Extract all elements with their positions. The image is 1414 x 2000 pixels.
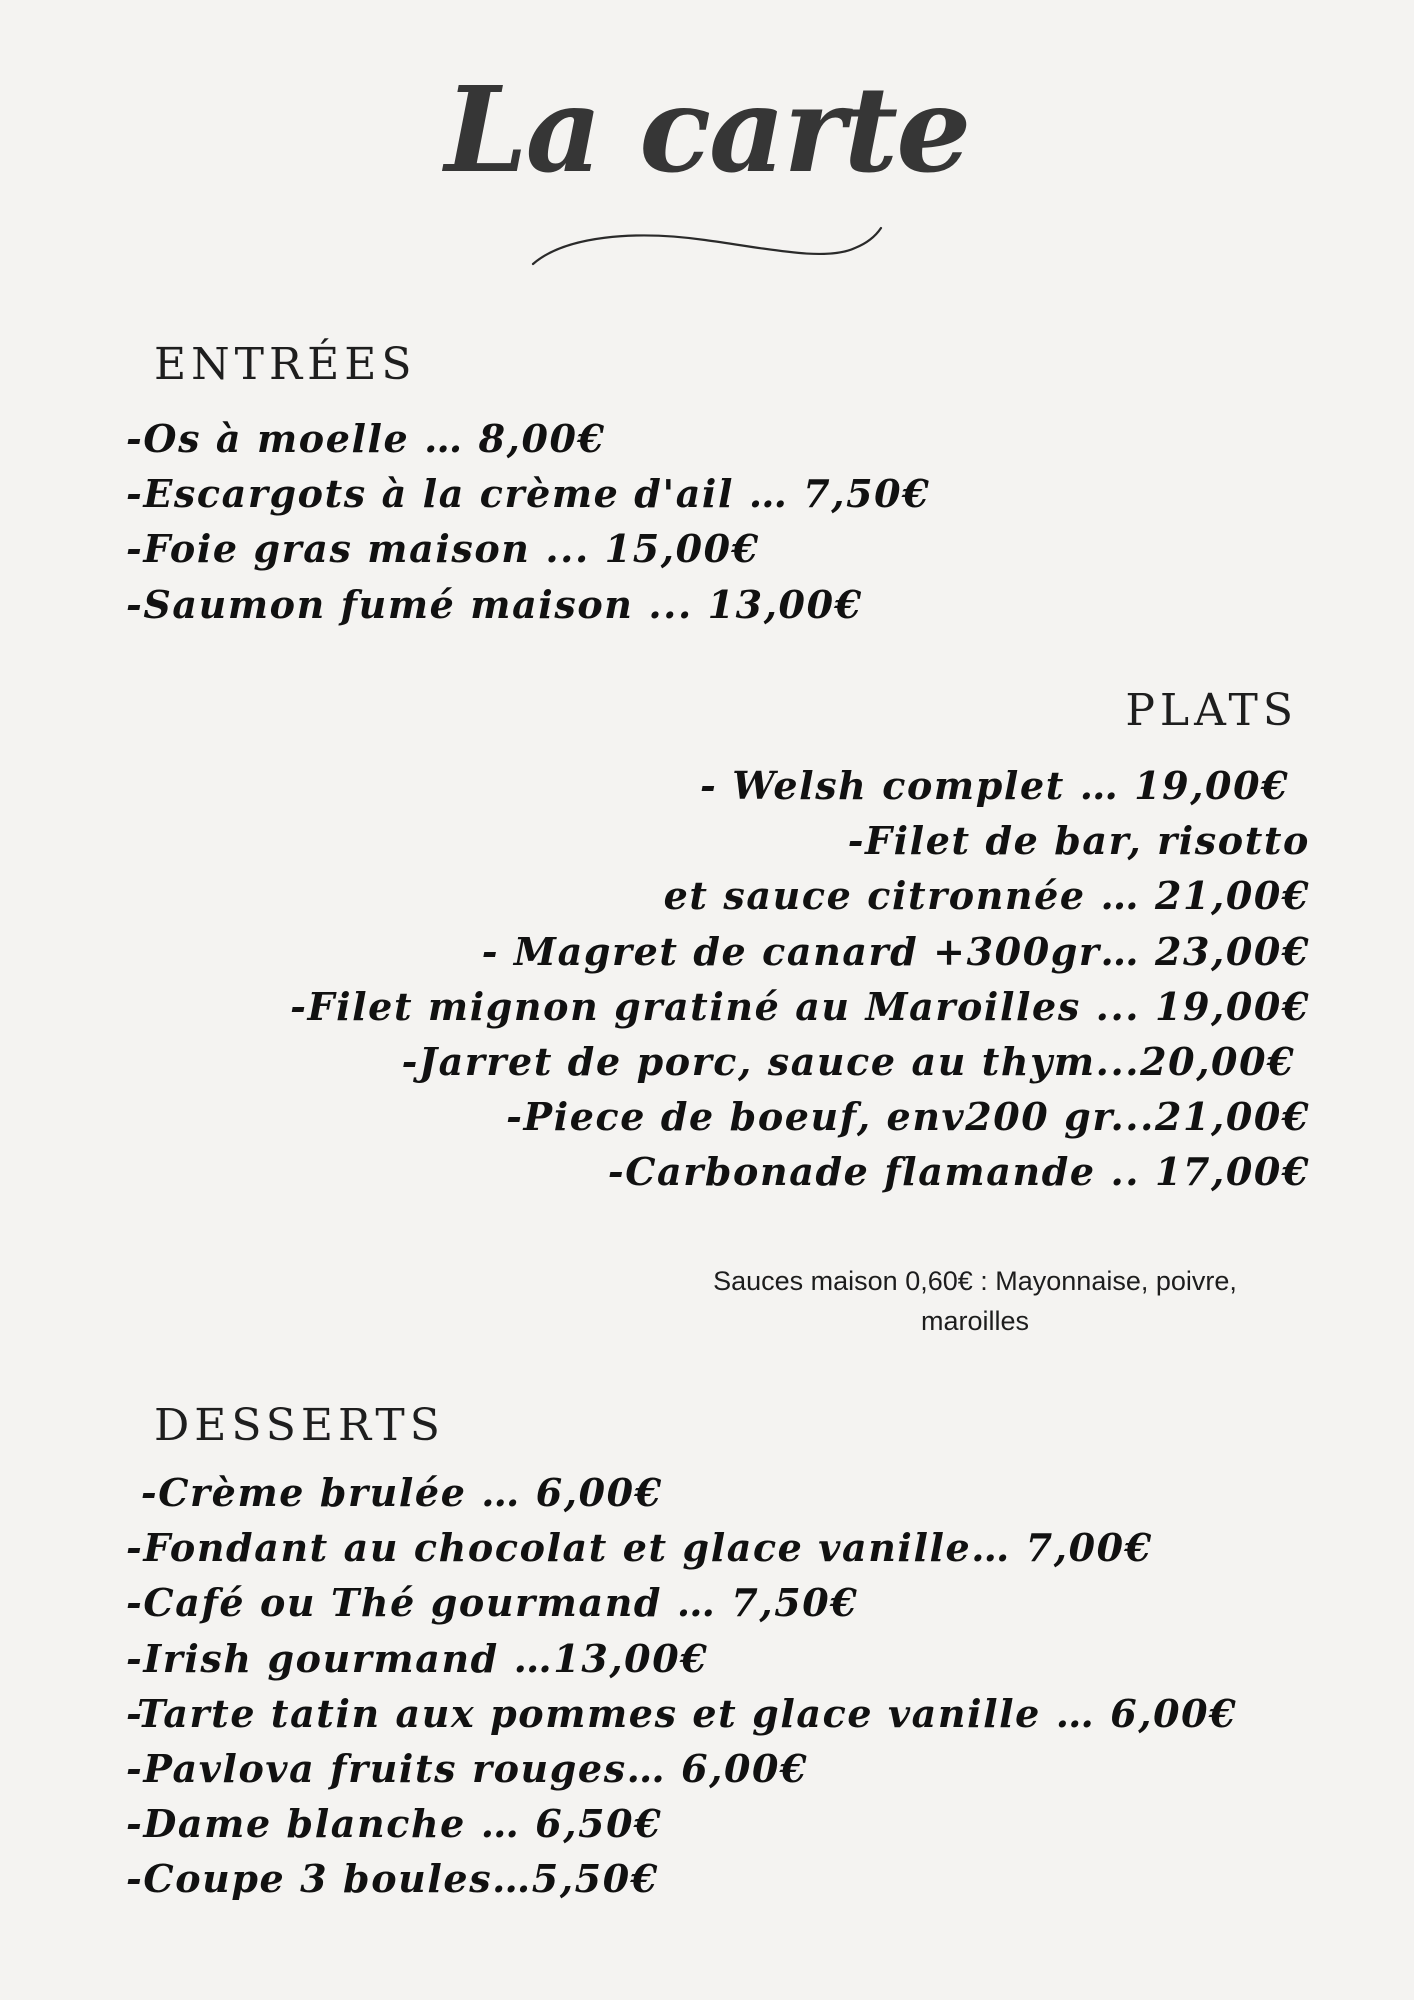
menu-item: -Pavlova fruits rouges… 6,00€ bbox=[126, 1746, 809, 1792]
plats-list bbox=[290, 758, 1310, 1200]
menu-item: -Filet de bar, risotto bbox=[847, 818, 1310, 864]
entrees-list bbox=[126, 411, 930, 632]
menu-item: et sauce citronnée … 21,00€ bbox=[663, 873, 1310, 919]
menu-item: -Irish gourmand …13,00€ bbox=[126, 1635, 709, 1681]
section-heading-plats: PLATS bbox=[1125, 685, 1298, 736]
page-title: La carte bbox=[444, 60, 970, 199]
menu-item: -Coupe 3 boules…5,50€ bbox=[126, 1856, 659, 1902]
menu-item: -Carbonade flamande .. 17,00€ bbox=[607, 1149, 1310, 1195]
section-heading-desserts: DESSERTS bbox=[154, 1400, 445, 1451]
menu-item: -Os à moelle … 8,00€ bbox=[126, 416, 606, 461]
sauce-note bbox=[680, 1261, 1270, 1341]
menu-item: -Fondant au chocolat et glace vanille… 7,00€ bbox=[126, 1525, 1153, 1571]
menu-item: -Escargots à la crème d'ail … 7,50€ bbox=[126, 471, 931, 517]
menu-item: -Foie gras maison ... 15,00€ bbox=[126, 526, 760, 572]
sauce-note-line: Sauces maison 0,60€ : Mayonnaise, poivre, bbox=[713, 1266, 1237, 1296]
menu-item: - Magret de canard +300gr… 23,00€ bbox=[481, 928, 1310, 974]
menu-item: - Welsh complet … 19,00€ bbox=[700, 763, 1304, 808]
menu-item: -Crème brulée … 6,00€ bbox=[126, 1470, 663, 1515]
section-heading-entrees: ENTRÉES bbox=[154, 339, 417, 390]
menu-item: -Dame blanche … 6,50€ bbox=[126, 1801, 663, 1847]
menu-item: -Filet mignon gratiné au Maroilles ... 19,00€ bbox=[290, 983, 1310, 1029]
decorative-swash bbox=[525, 222, 885, 272]
menu-item: -Jarret de porc, sauce au thym...20,00€ bbox=[401, 1039, 1310, 1085]
menu-item: -Café ou Thé gourmand … 7,50€ bbox=[126, 1580, 859, 1626]
desserts-list bbox=[126, 1465, 1237, 1907]
menu-item: -Saumon fumé maison ... 13,00€ bbox=[126, 581, 863, 627]
sauce-note-line: maroilles bbox=[920, 1306, 1030, 1336]
menu-item: -Tarte tatin aux pommes et glace vanille … 6,00€ bbox=[126, 1690, 1238, 1736]
menu-item: -Piece de boeuf, env200 gr...21,00€ bbox=[506, 1094, 1310, 1140]
